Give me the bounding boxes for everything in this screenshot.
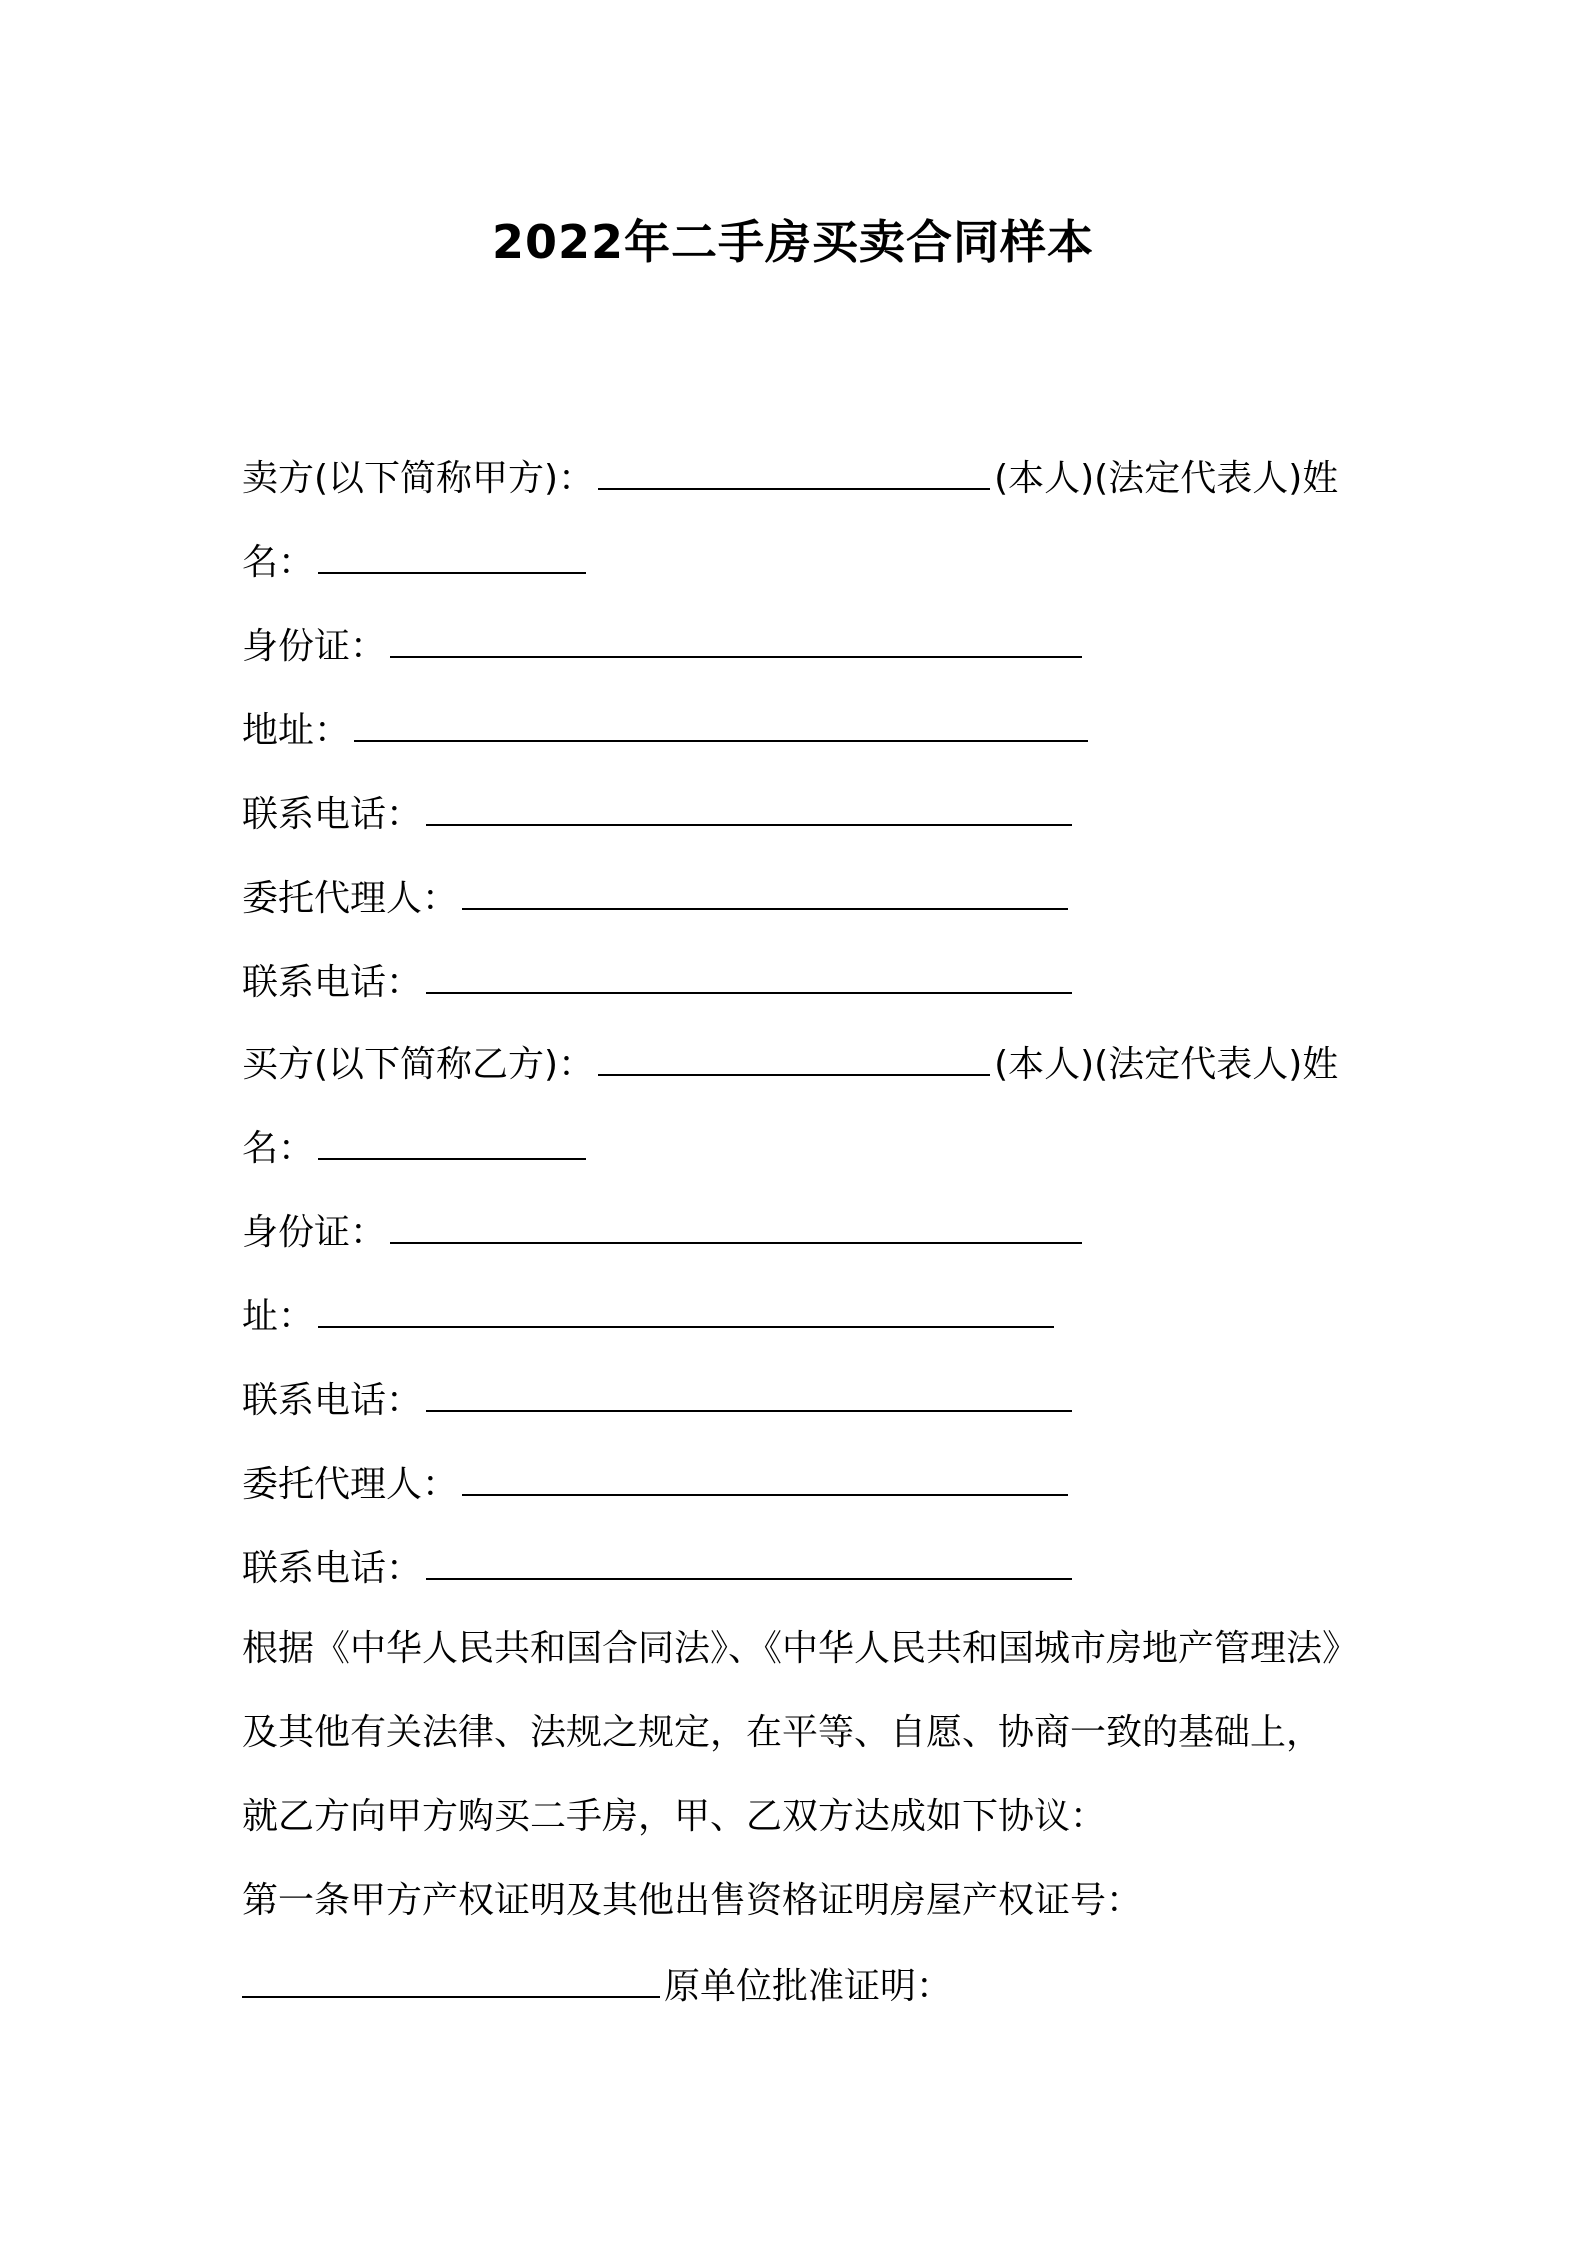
- seller-name-line: [242, 536, 590, 586]
- body-para1-line3: [242, 1792, 1106, 1842]
- seller-agent-line: [242, 872, 1072, 922]
- seller-address-line: [242, 704, 1092, 754]
- buyer-agent-line: [242, 1458, 1072, 1508]
- approval-label: 原单位批准证明：: [664, 1966, 953, 2007]
- buyer-agent-phone-label: 联系电话：: [242, 1548, 423, 1589]
- body-para1-line1: [242, 1624, 1358, 1674]
- seller-phone-blank[interactable]: [426, 788, 1072, 826]
- seller-id-blank[interactable]: [390, 620, 1082, 658]
- seller-agent-phone-label: 联系电话：: [242, 962, 423, 1003]
- buyer-agent-label: 委托代理人：: [242, 1464, 459, 1505]
- body-para1-line1-text: 根据《中华人民共和国合同法》、《中华人民共和国城市房地产管理法》: [242, 1628, 1359, 1669]
- article1-line: [242, 1876, 1142, 1926]
- buyer-label: 买方(以下简称乙方)：: [242, 1044, 595, 1085]
- body-para1-line2-text: 及其他有关法律、法规之规定，在平等、自愿、协商一致的基础上，: [242, 1712, 1323, 1753]
- buyer-name-blank[interactable]: [318, 1122, 586, 1160]
- buyer-id-label: 身份证：: [242, 1212, 387, 1253]
- seller-name-blank[interactable]: [318, 536, 586, 574]
- seller-line: [242, 452, 1338, 502]
- buyer-line: [242, 1038, 1338, 1088]
- seller-agent-phone-blank[interactable]: [426, 956, 1072, 994]
- seller-id-line: [242, 620, 1086, 670]
- buyer-phone-label: 联系电话：: [242, 1380, 423, 1421]
- buyer-address-line: [242, 1290, 1058, 1340]
- buyer-id-line: [242, 1206, 1086, 1256]
- seller-agent-blank[interactable]: [462, 872, 1068, 910]
- seller-phone-label: 联系电话：: [242, 794, 423, 835]
- buyer-address-blank[interactable]: [318, 1290, 1054, 1328]
- page-title: 2022年二手房买卖合同样本: [491, 215, 1095, 269]
- seller-id-label: 身份证：: [242, 626, 387, 667]
- seller-address-blank[interactable]: [354, 704, 1088, 742]
- property-cert-blank[interactable]: [242, 1960, 660, 1998]
- seller-name-label: 名：: [242, 542, 315, 583]
- seller-blank[interactable]: [598, 452, 990, 490]
- seller-address-label: 地址：: [242, 710, 351, 751]
- seller-suffix: (本人)(法定代表人)姓: [994, 458, 1339, 499]
- buyer-id-blank[interactable]: [390, 1206, 1082, 1244]
- buyer-agent-blank[interactable]: [462, 1458, 1068, 1496]
- seller-label: 卖方(以下简称甲方)：: [242, 458, 595, 499]
- buyer-agent-phone-line: [242, 1542, 1076, 1592]
- seller-phone-line: [242, 788, 1076, 838]
- seller-agent-phone-line: [242, 956, 1076, 1006]
- buyer-blank[interactable]: [598, 1038, 990, 1076]
- buyer-name-line: [242, 1122, 590, 1172]
- buyer-phone-line: [242, 1374, 1076, 1424]
- body-para1-line3-text: 就乙方向甲方购买二手房，甲、乙双方达成如下协议：: [242, 1796, 1107, 1837]
- buyer-suffix: (本人)(法定代表人)姓: [994, 1044, 1339, 1085]
- buyer-phone-blank[interactable]: [426, 1374, 1072, 1412]
- buyer-agent-phone-blank[interactable]: [426, 1542, 1072, 1580]
- body-para1-line2: [242, 1708, 1322, 1758]
- article1-text: 第一条甲方产权证明及其他出售资格证明房屋产权证号：: [242, 1880, 1143, 1921]
- buyer-address-label: 址：: [242, 1296, 315, 1337]
- seller-agent-label: 委托代理人：: [242, 878, 459, 919]
- approval-line: [242, 1960, 952, 2010]
- buyer-name-label: 名：: [242, 1128, 315, 1169]
